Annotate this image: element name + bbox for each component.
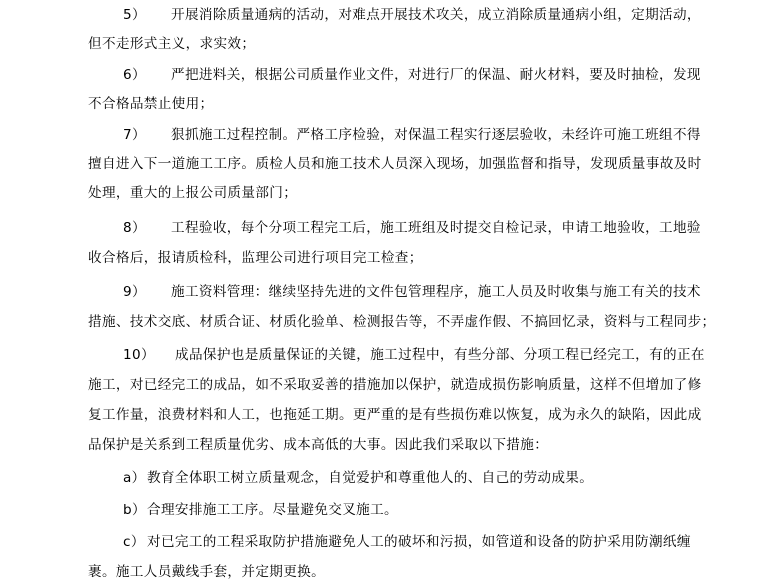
paragraph-5-line-1 xyxy=(123,3,743,27)
paragraph-9-line-1 xyxy=(123,280,743,304)
paragraph-5-number: 5） xyxy=(123,7,146,23)
item-c-label: c） xyxy=(123,534,145,550)
item-a-line-1 xyxy=(123,466,743,490)
paragraph-8-line-1 xyxy=(123,216,743,240)
paragraph-10-text-1: 成品保护也是质量保证的关键，施工过程中，有些分部、分项工程已经完工，有的正在 xyxy=(175,347,705,363)
item-b-label: b） xyxy=(123,502,146,518)
paragraph-5-text-1: 开展消除质量通病的活动，对难点开展技术攻关，成立消除质量通病小组，定期活动， xyxy=(171,7,701,23)
paragraph-7-line-1 xyxy=(123,123,743,147)
paragraph-7-text-1: 狠抓施工过程控制。严格工序检验，对保温工程实行逐层验收，未经许可施工班组不得 xyxy=(171,127,701,143)
item-c-line-1 xyxy=(123,530,743,554)
item-b-line-1 xyxy=(123,498,743,522)
paragraph-5-line-2: 但不走形式主义，求实效； xyxy=(88,36,256,52)
paragraph-6-line-1 xyxy=(123,63,743,87)
paragraph-9-line-2: 措施、技术交底、材质合证、材质化验单、检测报告等，不弄虚作假、不搞回忆录，资料与工程同步； xyxy=(88,314,716,330)
paragraph-6-number: 6） xyxy=(123,67,146,83)
paragraph-10-line-4: 品保护是关系到工程质量优劣、成本高低的大事。因此我们采取以下措施： xyxy=(88,437,549,453)
paragraph-6-line-2: 不合格品禁止使用； xyxy=(88,96,214,112)
paragraph-9-text-1: 施工资料管理：继续坚持先进的文件包管理程序，施工人员及时收集与施工有关的技术 xyxy=(171,284,701,300)
paragraph-10-line-2: 施工，对已经完工的成品，如不采取妥善的措施加以保护，就造成损伤影响质量，这样不但增加了修 xyxy=(88,377,702,393)
paragraph-8-number: 8） xyxy=(123,220,146,236)
item-a-text-1: 教育全体职工树立质量观念，自觉爱护和尊重他人的、自己的劳动成果。 xyxy=(147,470,594,486)
paragraph-6-text-1: 严把进料关，根据公司质量作业文件，对进行厂的保温、耐火材料，要及时抽检，发现 xyxy=(171,67,701,83)
item-a-label: a） xyxy=(123,470,146,486)
paragraph-7-line-3: 处理，重大的上报公司质量部门； xyxy=(88,185,298,201)
paragraph-7-line-2: 擅自进入下一道施工工序。质检人员和施工技术人员深入现场，加强监督和指导，发现质量事故及时 xyxy=(88,156,702,172)
paragraph-8-text-1: 工程验收，每个分项工程完工后，施工班组及时提交自检记录，申请工地验收，工地验 xyxy=(171,220,701,236)
item-c-line-2: 裹。施工人员戴线手套，并定期更换。 xyxy=(88,564,326,580)
paragraph-10-line-1 xyxy=(123,343,743,367)
item-b-text-1: 合理安排施工工序。尽量避免交叉施工。 xyxy=(147,502,398,518)
paragraph-10-line-3: 复工作量，浪费材料和人工，也拖延工期。更严重的是有些损伤难以恢复，成为永久的缺陷，因此成 xyxy=(88,407,702,423)
item-c-text-1: 对已完工的工程采取防护措施避免人工的破坏和污损，如管道和设备的防护采用防潮纸缠 xyxy=(147,534,691,550)
paragraph-10-number: 10） xyxy=(123,347,155,363)
paragraph-9-number: 9） xyxy=(123,284,146,300)
paragraph-8-line-2: 收合格后，报请质检科，监理公司进行项目完工检查； xyxy=(88,250,423,266)
paragraph-7-number: 7） xyxy=(123,127,146,143)
